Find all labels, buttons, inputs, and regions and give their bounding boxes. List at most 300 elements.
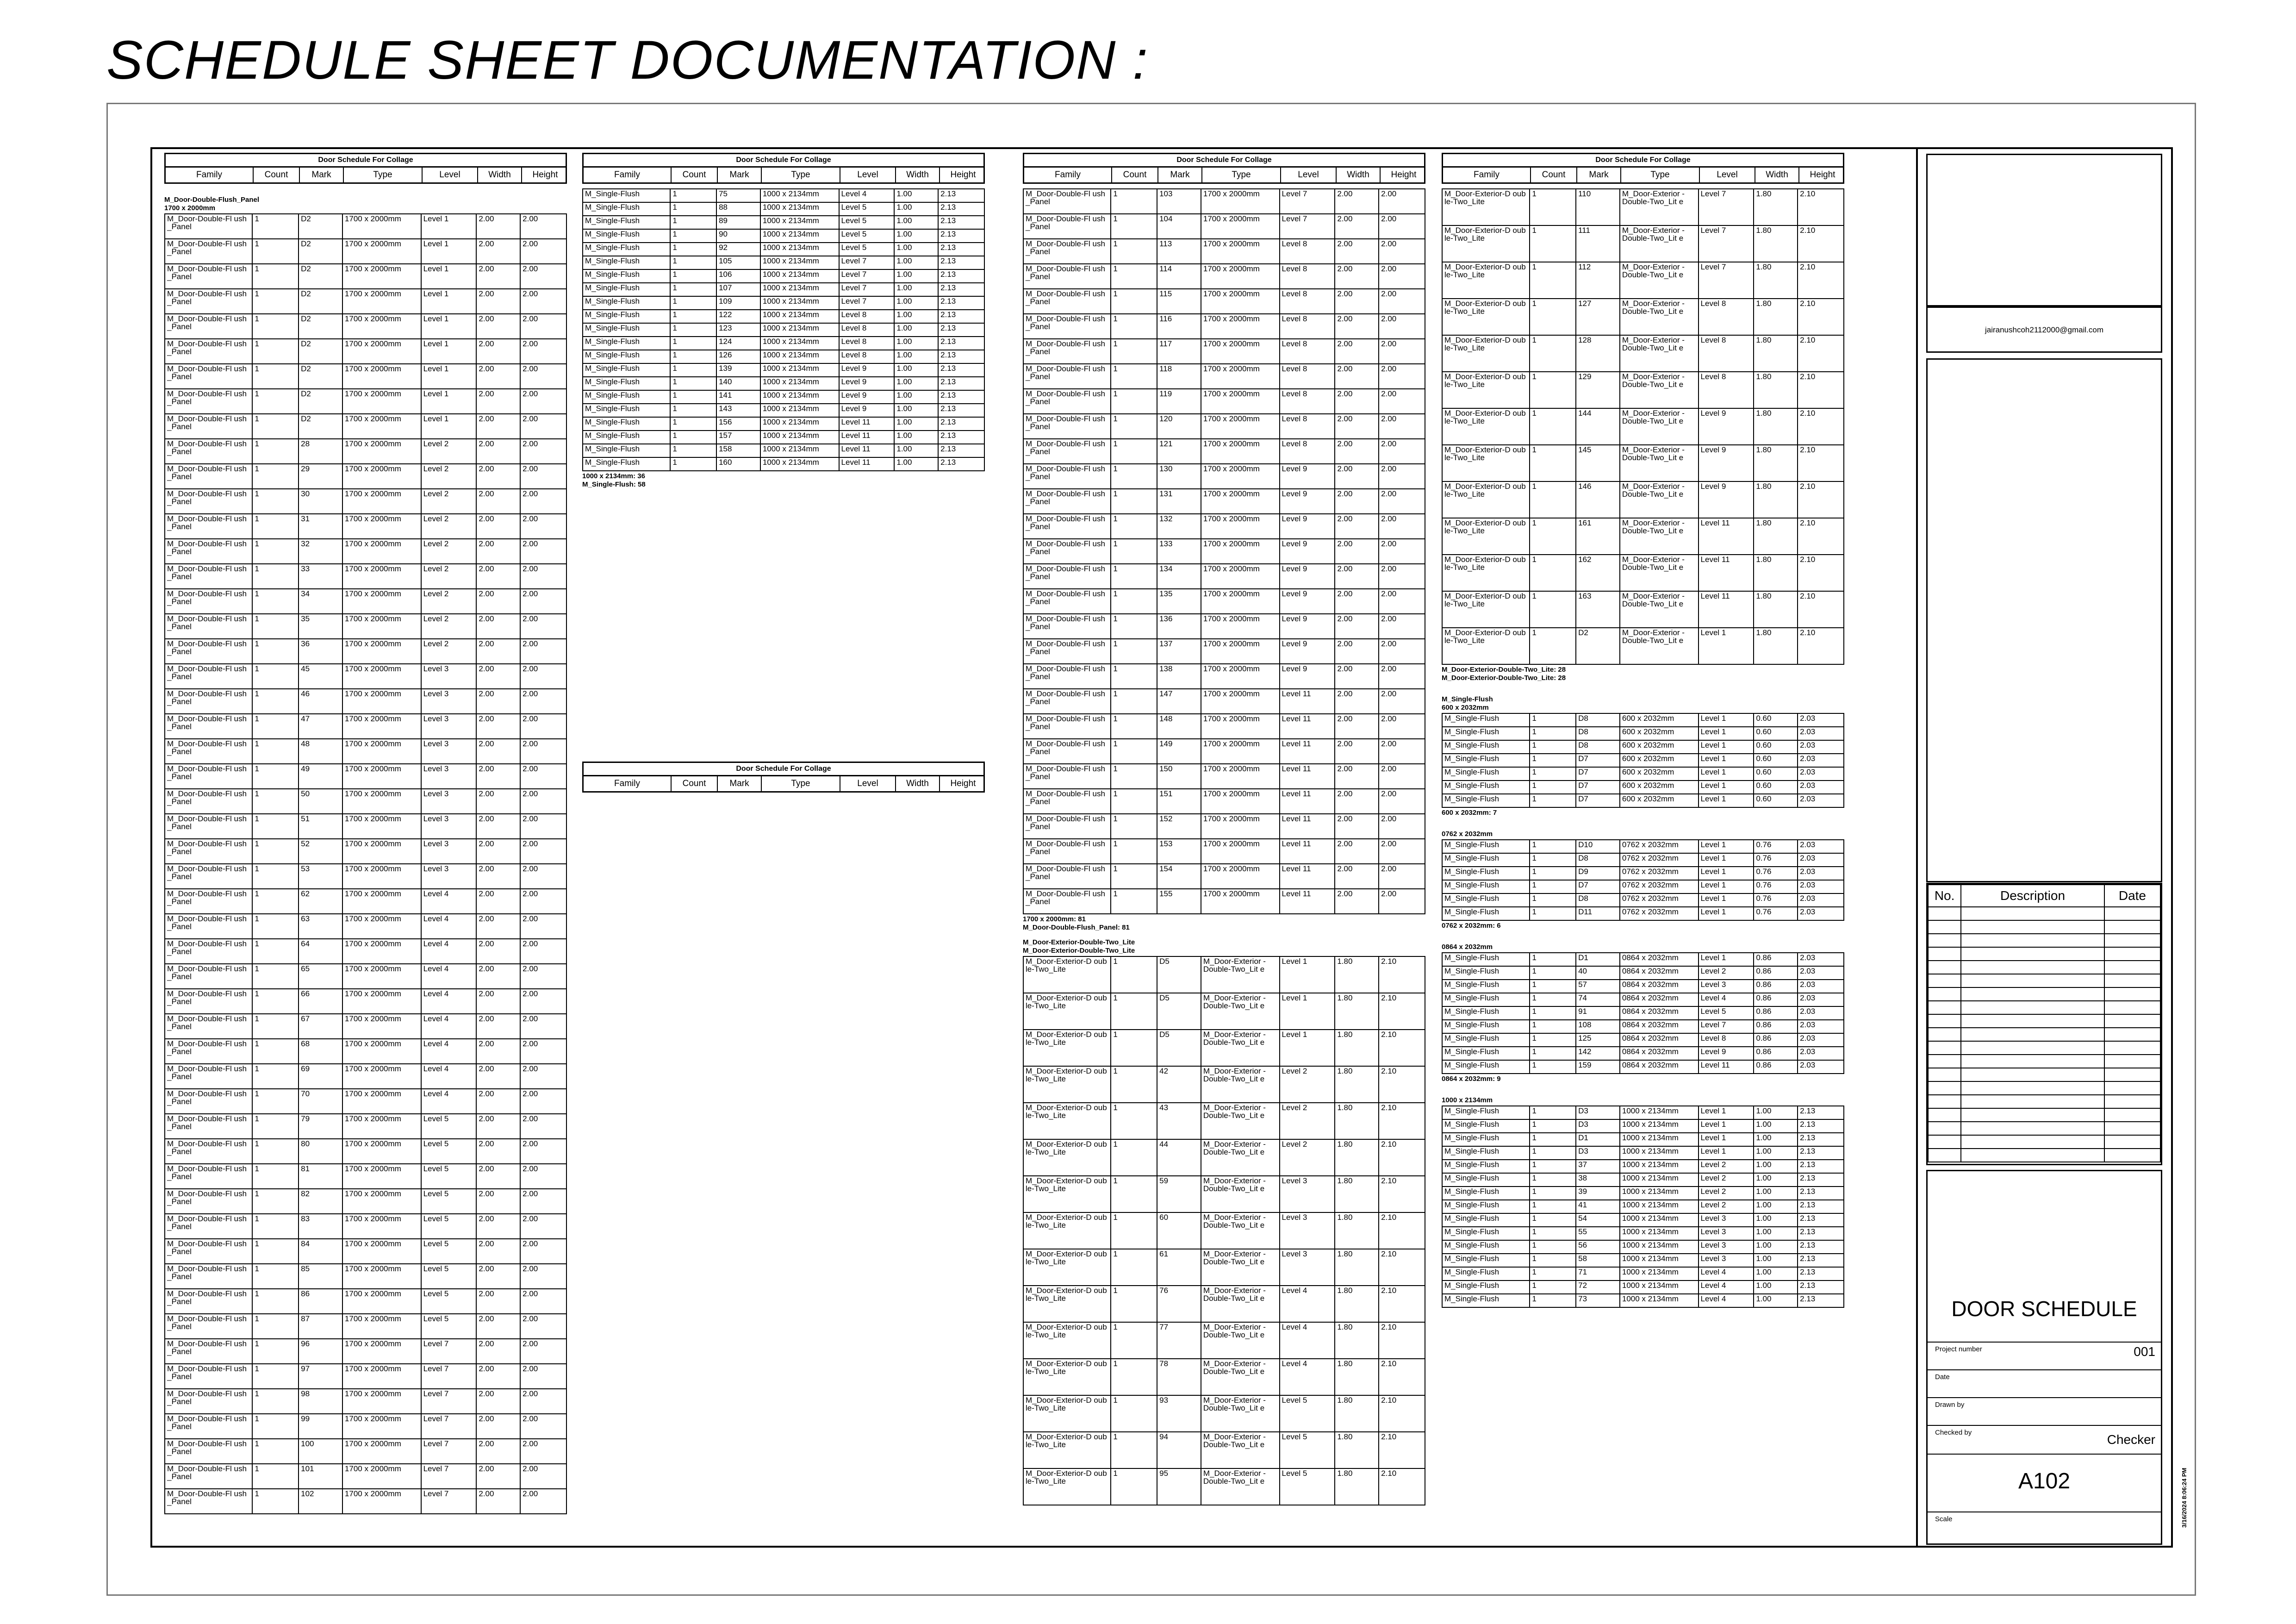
cell-width: 0.76 (1754, 893, 1798, 907)
cell-family: M_Single-Flush (583, 243, 670, 256)
table-row (1023, 714, 1425, 739)
cell-mark: 122 (716, 310, 760, 323)
cell-count: 1 (670, 457, 716, 471)
table-row (1442, 262, 1844, 299)
cell-height: 2.00 (520, 614, 566, 639)
cell-count: 1 (1111, 564, 1157, 589)
cell-width: 1.00 (1754, 1227, 1798, 1240)
cell-type: 1000 x 2134mm (760, 269, 839, 283)
table-row (1442, 1267, 1844, 1280)
revision-cell (2104, 987, 2160, 1001)
revision-cell (1928, 934, 1961, 947)
table-row (1023, 1468, 1425, 1505)
table-row (1442, 481, 1844, 518)
cell-width: 1.00 (1754, 1146, 1798, 1160)
table-row (1442, 907, 1844, 920)
cell-type: 1700 x 2000mm (342, 714, 421, 739)
cell-mark: 133 (1157, 539, 1201, 564)
cell-width: 2.00 (476, 1214, 520, 1239)
cell-type: 1000 x 2134mm (760, 243, 839, 256)
cell-type: 1000 x 2134mm (1620, 1280, 1699, 1294)
cell-type: 1700 x 2000mm (342, 964, 421, 989)
revision-cell (2104, 961, 2160, 974)
revision-cell (1928, 1122, 1961, 1135)
revision-cell (1961, 934, 2104, 947)
cell-level: Level 1 (1699, 1146, 1754, 1160)
column-header-count: Count (1531, 168, 1577, 182)
cell-type: 1700 x 2000mm (342, 239, 421, 264)
cell-width: 2.00 (476, 239, 520, 264)
cell-family: M_Single-Flush (583, 444, 670, 457)
cell-width: 2.00 (476, 889, 520, 914)
cell-family: M_Single-Flush (1442, 1227, 1530, 1240)
cell-mark: 42 (1157, 1066, 1201, 1103)
cell-mark: 138 (1157, 664, 1201, 689)
revision-cell (1928, 1108, 1961, 1122)
cell-level: Level 7 (1699, 262, 1754, 299)
table-row (165, 664, 566, 689)
cell-mark: 157 (716, 431, 760, 444)
cell-level: Level 8 (1280, 364, 1335, 389)
cell-type: 1000 x 2134mm (1620, 1160, 1699, 1173)
cell-height: 2.13 (1798, 1254, 1844, 1267)
cell-type: 0864 x 2032mm (1620, 1020, 1699, 1033)
cell-level: Level 9 (1280, 589, 1335, 614)
cell-level: Level 8 (1280, 414, 1335, 439)
table-row (583, 202, 984, 216)
cell-count: 1 (1530, 1146, 1576, 1160)
cell-mark: 84 (299, 1239, 342, 1264)
cell-mark: 120 (1157, 414, 1201, 439)
table-row (1023, 1395, 1425, 1432)
cell-mark: 126 (716, 350, 760, 363)
table-row (583, 243, 984, 256)
cell-width: 1.00 (1754, 1106, 1798, 1119)
cell-level: Level 9 (1699, 445, 1754, 481)
cell-family: M_Door-Double-Fl ush_Panel (165, 214, 252, 239)
cell-family: M_Single-Flush (583, 202, 670, 216)
cell-height: 2.10 (1379, 1103, 1425, 1139)
cell-mark: D9 (1576, 867, 1620, 880)
cell-width: 2.00 (476, 1064, 520, 1089)
cell-mark: D2 (299, 214, 342, 239)
cell-width: 1.80 (1335, 1468, 1379, 1505)
cell-height: 2.00 (520, 1139, 566, 1164)
cell-count: 1 (670, 283, 716, 296)
cell-count: 1 (252, 464, 299, 489)
cell-width: 1.00 (894, 404, 938, 417)
cell-type: 1700 x 2000mm (342, 639, 421, 664)
cell-family: M_Door-Double-Fl ush_Panel (165, 1339, 252, 1364)
cell-level: Level 3 (421, 764, 477, 789)
cell-width: 2.00 (1335, 289, 1379, 314)
cell-width: 1.00 (1754, 1280, 1798, 1294)
cell-width: 2.00 (476, 1039, 520, 1064)
cell-width: 1.00 (1754, 1294, 1798, 1307)
cell-level: Level 4 (421, 889, 477, 914)
cell-level: Level 4 (1280, 1286, 1335, 1322)
cell-width: 2.00 (1335, 689, 1379, 714)
cell-mark: 116 (1157, 314, 1201, 339)
revision-cell (1961, 1028, 2104, 1041)
sheet-number: A102 (2018, 1469, 2071, 1493)
cell-count: 1 (252, 1139, 299, 1164)
table-row (1442, 727, 1844, 740)
cell-level: Level 3 (1699, 980, 1754, 993)
cell-mark: 32 (299, 539, 342, 564)
column-header-level: Level (840, 776, 896, 791)
revision-row (1928, 1122, 2160, 1135)
cell-mark: 76 (1157, 1286, 1201, 1322)
cell-type: M_Door-Exterior -Double-Two_Lit e (1620, 189, 1699, 225)
cell-count: 1 (252, 1389, 299, 1414)
cell-count: 1 (670, 310, 716, 323)
cell-type: 1000 x 2134mm (760, 363, 839, 377)
cell-height: 2.10 (1379, 1030, 1425, 1066)
cell-type: 1700 x 2000mm (1201, 214, 1280, 239)
cell-width: 1.00 (894, 390, 938, 404)
cell-family: M_Single-Flush (583, 216, 670, 229)
cell-width: 1.00 (894, 457, 938, 471)
cell-type: 1700 x 2000mm (342, 614, 421, 639)
table-row (1442, 225, 1844, 262)
cell-level: Level 9 (1699, 481, 1754, 518)
cell-family: M_Door-Double-Fl ush_Panel (1023, 464, 1111, 489)
cell-mark: 34 (299, 589, 342, 614)
cell-width: 1.00 (1754, 1267, 1798, 1280)
table-row (165, 1239, 566, 1264)
cell-level: Level 1 (1280, 956, 1335, 993)
revision-cell (2104, 1122, 2160, 1135)
revision-cell (2104, 947, 2160, 961)
cell-width: 2.00 (476, 389, 520, 414)
cell-count: 1 (1530, 372, 1576, 408)
column-header-count: Count (672, 168, 718, 182)
cell-type: 1000 x 2134mm (760, 457, 839, 471)
cell-height: 2.00 (520, 1489, 566, 1514)
table-row (1023, 314, 1425, 339)
cell-count: 1 (1111, 889, 1157, 914)
cell-count: 1 (1111, 956, 1157, 993)
schedule-column-1 (164, 153, 567, 1514)
cell-mark: 36 (299, 639, 342, 664)
cell-mark: 66 (299, 989, 342, 1014)
cell-level: Level 2 (1699, 966, 1754, 980)
table-row (1023, 764, 1425, 789)
cell-family: M_Single-Flush (583, 283, 670, 296)
cell-width: 2.00 (1335, 439, 1379, 464)
cell-width: 2.00 (476, 1289, 520, 1314)
cell-count: 1 (1530, 781, 1576, 794)
cell-level: Level 11 (1280, 889, 1335, 914)
checked-by-value: Checker (2107, 1432, 2155, 1447)
cell-count: 1 (252, 1414, 299, 1439)
cell-type: 1700 x 2000mm (342, 764, 421, 789)
cell-height: 2.13 (938, 229, 984, 243)
table-row (1442, 953, 1844, 966)
table-row (165, 814, 566, 839)
cell-height: 2.00 (1379, 589, 1425, 614)
cell-height: 2.10 (1798, 555, 1844, 591)
cell-width: 2.00 (476, 564, 520, 589)
table-row (1442, 1280, 1844, 1294)
cell-type: 1000 x 2134mm (1620, 1133, 1699, 1146)
cell-mark: 114 (1157, 264, 1201, 289)
cell-mark: 67 (299, 1014, 342, 1039)
cell-height: 2.00 (1379, 639, 1425, 664)
cell-width: 1.80 (1754, 335, 1798, 372)
cell-count: 1 (670, 243, 716, 256)
cell-width: 2.00 (476, 1089, 520, 1114)
cell-type: 0864 x 2032mm (1620, 966, 1699, 980)
cell-family: M_Door-Double-Fl ush_Panel (165, 1289, 252, 1314)
revision-cell (2104, 1135, 2160, 1149)
table-row (1442, 767, 1844, 781)
cell-family: M_Door-Exterior-D ouble-Two_Lite (1023, 956, 1111, 993)
cell-count: 1 (1111, 389, 1157, 414)
table-row (1442, 335, 1844, 372)
cell-family: M_Single-Flush (1442, 794, 1530, 807)
cell-width: 2.00 (476, 464, 520, 489)
cell-mark: D2 (299, 314, 342, 339)
cell-height: 2.03 (1798, 1047, 1844, 1060)
cell-type: 1700 x 2000mm (342, 1064, 421, 1089)
cell-level: Level 4 (421, 1014, 477, 1039)
cell-count: 1 (1111, 514, 1157, 539)
cell-height: 2.03 (1798, 1060, 1844, 1074)
cell-type: 1700 x 2000mm (1201, 564, 1280, 589)
table-row (165, 989, 566, 1014)
cell-count: 1 (1530, 591, 1576, 628)
cell-type: 1000 x 2134mm (1620, 1227, 1699, 1240)
cell-level: Level 7 (421, 1364, 477, 1389)
cell-width: 2.00 (476, 1114, 520, 1139)
cell-count: 1 (1530, 893, 1576, 907)
cell-type: 1000 x 2134mm (760, 310, 839, 323)
group-footer: M_Door-Exterior-Double-Two_Lite: 28 (1442, 666, 1566, 674)
cell-type: 1700 x 2000mm (1201, 389, 1280, 414)
cell-width: 2.00 (476, 264, 520, 289)
cell-width: 1.80 (1754, 518, 1798, 555)
cell-level: Level 1 (421, 339, 477, 364)
cell-mark: D11 (1576, 907, 1620, 920)
revision-cell (2104, 934, 2160, 947)
cell-type: M_Door-Exterior -Double-Two_Lit e (1201, 993, 1280, 1030)
cell-type: 1700 x 2000mm (1201, 439, 1280, 464)
cell-width: 0.60 (1754, 794, 1798, 807)
cell-height: 2.00 (1379, 439, 1425, 464)
table-row (165, 564, 566, 589)
cell-family: M_Door-Double-Fl ush_Panel (165, 1364, 252, 1389)
table-row (165, 1389, 566, 1414)
table-row (165, 914, 566, 939)
cell-mark: 150 (1157, 764, 1201, 789)
cell-height: 2.13 (1798, 1133, 1844, 1146)
cell-count: 1 (1530, 628, 1576, 664)
cell-family: M_Single-Flush (1442, 853, 1530, 867)
cell-family: M_Door-Double-Fl ush_Panel (165, 539, 252, 564)
table-row (583, 229, 984, 243)
cell-type: 1000 x 2134mm (1620, 1294, 1699, 1307)
cell-family: M_Door-Double-Fl ush_Panel (165, 1489, 252, 1514)
cell-height: 2.00 (520, 1264, 566, 1289)
schedule-table (164, 213, 567, 1514)
cell-family: M_Door-Double-Fl ush_Panel (165, 414, 252, 439)
cell-count: 1 (1530, 853, 1576, 867)
cell-mark: 159 (1576, 1060, 1620, 1074)
cell-height: 2.13 (938, 296, 984, 310)
cell-count: 1 (252, 914, 299, 939)
cell-height: 2.13 (1798, 1227, 1844, 1240)
cell-level: Level 9 (839, 377, 895, 390)
cell-type: 1700 x 2000mm (342, 989, 421, 1014)
cell-width: 2.00 (476, 1339, 520, 1364)
table-row (1442, 408, 1844, 445)
cell-level: Level 8 (839, 350, 895, 363)
group-footer: 1000 x 2134mm: 36 (582, 472, 645, 480)
schedule-table (1023, 956, 1425, 1505)
schedule-column-3 (1023, 153, 1425, 1505)
cell-type: M_Door-Exterior -Double-Two_Lit e (1201, 1139, 1280, 1176)
cell-count: 1 (252, 1439, 299, 1464)
table-row (1442, 628, 1844, 664)
cell-type: 0864 x 2032mm (1620, 980, 1699, 993)
schedule-table (1442, 839, 1844, 921)
cell-height: 2.10 (1379, 1395, 1425, 1432)
cell-mark: D1 (1576, 953, 1620, 966)
cell-height: 2.00 (520, 739, 566, 764)
cell-type: 0762 x 2032mm (1620, 907, 1699, 920)
cell-count: 1 (252, 1164, 299, 1189)
cell-count: 1 (252, 1214, 299, 1239)
cell-width: 2.00 (1335, 664, 1379, 689)
cell-width: 2.00 (1335, 864, 1379, 889)
cell-family: M_Door-Double-Fl ush_Panel (165, 864, 252, 889)
column-header-type: Type (1621, 168, 1700, 182)
cell-level: Level 1 (1280, 1030, 1335, 1066)
cell-height: 2.00 (520, 314, 566, 339)
cell-height: 2.13 (938, 256, 984, 269)
cell-level: Level 5 (421, 1189, 477, 1214)
cell-level: Level 1 (1699, 853, 1754, 867)
cell-mark: 62 (299, 889, 342, 914)
cell-mark: 140 (716, 377, 760, 390)
column-header-width: Width (478, 168, 522, 182)
table-row (1023, 1066, 1425, 1103)
cell-type: 1700 x 2000mm (342, 1264, 421, 1289)
cell-type: M_Door-Exterior -Double-Two_Lit e (1201, 1212, 1280, 1249)
table-row (1442, 1160, 1844, 1173)
cell-count: 1 (252, 964, 299, 989)
cell-height: 2.13 (938, 189, 984, 202)
cell-width: 1.00 (1754, 1160, 1798, 1173)
cell-family: M_Single-Flush (1442, 767, 1530, 781)
cell-height: 2.03 (1798, 893, 1844, 907)
cell-mark: 37 (1576, 1160, 1620, 1173)
cell-count: 1 (1530, 1213, 1576, 1227)
cell-type: 1000 x 2134mm (1620, 1119, 1699, 1133)
cell-width: 2.00 (476, 839, 520, 864)
cell-width: 2.00 (1335, 564, 1379, 589)
cell-level: Level 1 (421, 389, 477, 414)
cell-height: 2.00 (520, 1439, 566, 1464)
cell-width: 1.00 (894, 417, 938, 431)
cell-family: M_Door-Double-Fl ush_Panel (165, 1214, 252, 1239)
cell-family: M_Door-Double-Fl ush_Panel (165, 1264, 252, 1289)
group-footer: 1700 x 2000mm: 81 (1023, 915, 1086, 923)
table-row (165, 839, 566, 864)
cell-count: 1 (1111, 289, 1157, 314)
cell-width: 1.00 (894, 337, 938, 350)
table-row (165, 514, 566, 539)
cell-height: 2.03 (1798, 1033, 1844, 1047)
revision-cell (2104, 1028, 2160, 1041)
revision-cell (2104, 974, 2160, 987)
cell-type: 1000 x 2134mm (760, 323, 839, 337)
revision-row (1928, 1135, 2160, 1149)
schedule-title: Door Schedule For Collage (582, 153, 985, 166)
drawn-by-row (1928, 1397, 2161, 1412)
cell-width: 2.00 (476, 439, 520, 464)
cell-level: Level 11 (1280, 689, 1335, 714)
cell-family: M_Door-Exterior-D ouble-Two_Lite (1442, 518, 1530, 555)
cell-level: Level 8 (1280, 389, 1335, 414)
table-row (1442, 1060, 1844, 1074)
cell-height: 2.10 (1379, 993, 1425, 1030)
table-row (165, 414, 566, 439)
cell-count: 1 (1530, 727, 1576, 740)
revision-cell (1961, 974, 2104, 987)
cell-type: M_Door-Exterior -Double-Two_Lit e (1620, 335, 1699, 372)
cell-family: M_Door-Exterior-D ouble-Two_Lite (1023, 1432, 1111, 1468)
cell-height: 2.13 (938, 337, 984, 350)
table-row (165, 389, 566, 414)
cell-level: Level 2 (421, 514, 477, 539)
cell-mark: D2 (299, 414, 342, 439)
date-row (1928, 1369, 2161, 1384)
cell-type: M_Door-Exterior -Double-Two_Lit e (1620, 518, 1699, 555)
cell-height: 2.00 (520, 789, 566, 814)
cell-level: Level 5 (1699, 1006, 1754, 1020)
cell-level: Level 2 (421, 564, 477, 589)
table-row (165, 789, 566, 814)
cell-level: Level 1 (1699, 794, 1754, 807)
table-row (165, 1014, 566, 1039)
cell-height: 2.03 (1798, 880, 1844, 893)
cell-width: 1.00 (894, 269, 938, 283)
table-row (165, 214, 566, 239)
checked-by-label: Checked by (1935, 1429, 1972, 1437)
cell-type: 1700 x 2000mm (1201, 664, 1280, 689)
cell-height: 2.10 (1379, 1139, 1425, 1176)
cell-height: 2.13 (1798, 1173, 1844, 1187)
cell-family: M_Door-Double-Fl ush_Panel (165, 239, 252, 264)
print-timestamp: 3/16/2024 8:06:24 PM (2181, 1468, 2188, 1528)
cell-height: 2.10 (1379, 1322, 1425, 1359)
cell-level: Level 8 (1280, 289, 1335, 314)
group-header: 0762 x 2032mm (1442, 830, 1493, 838)
cell-height: 2.00 (520, 514, 566, 539)
revision-cell (1961, 1108, 2104, 1122)
checked-by-row (1928, 1425, 2161, 1453)
column-header-family: Family (584, 168, 672, 182)
cell-type: 1000 x 2134mm (1620, 1213, 1699, 1227)
cell-level: Level 9 (1280, 539, 1335, 564)
column-header-width: Width (896, 776, 940, 791)
cell-mark: D2 (1576, 628, 1620, 664)
cell-mark: 109 (716, 296, 760, 310)
table-row (1023, 1432, 1425, 1468)
